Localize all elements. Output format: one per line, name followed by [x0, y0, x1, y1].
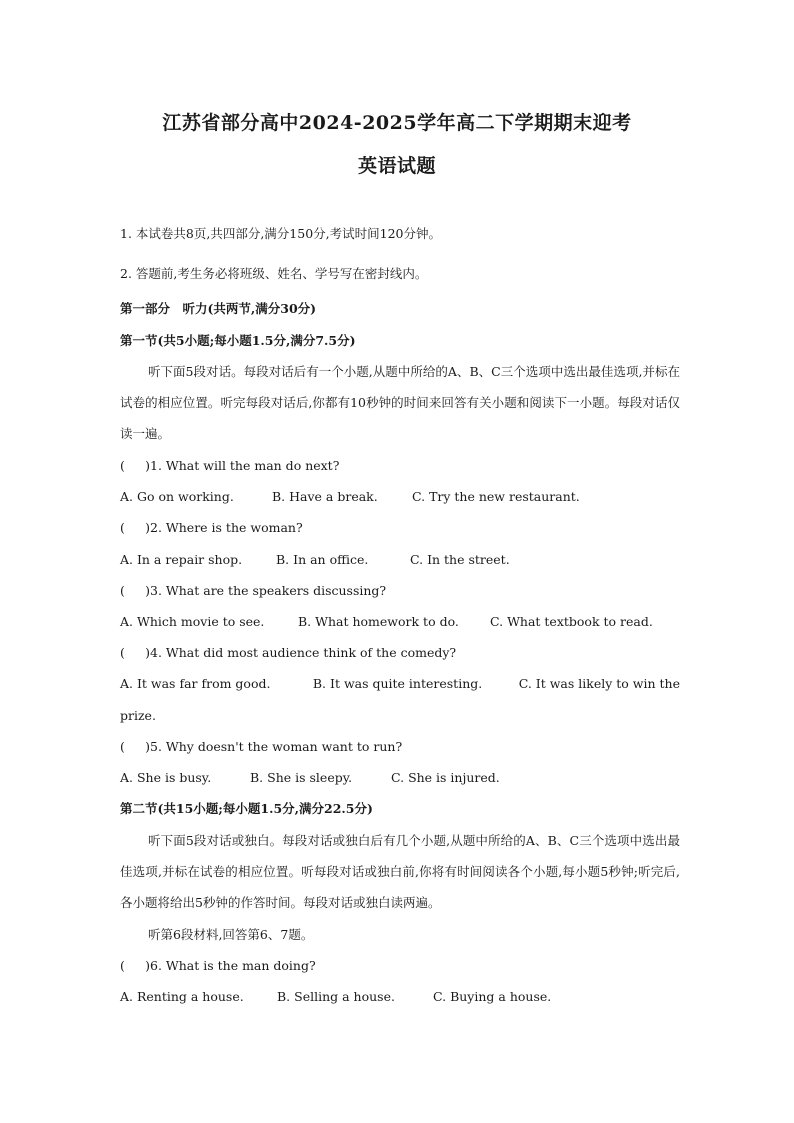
option-c[interactable]: C. What textbook to read.	[490, 614, 653, 629]
question-2: ( )2. Where is the woman?	[120, 520, 303, 536]
question-1-options	[120, 489, 680, 505]
option-a[interactable]: A. It was far from good.	[120, 676, 271, 691]
option-a[interactable]: A. In a repair shop.	[120, 552, 243, 567]
option-b[interactable]: B. She is sleepy.	[250, 770, 353, 785]
note-2: 2. 答题前,考生务必将班级、姓名、学号写在密封线内。	[120, 266, 428, 281]
option-c[interactable]: C. She is injured.	[391, 770, 500, 785]
option-b[interactable]: B. Selling a house.	[277, 989, 395, 1004]
section1-heading: 第一节(共5小题;每小题1.5分,满分7.5分)	[120, 333, 356, 348]
option-c[interactable]: C. It was likely to win the	[518, 676, 680, 691]
exam-title: 江苏省部分高中2024-2025学年高二下学期期末迎考	[162, 112, 632, 134]
note-1: 1. 本试卷共8页,共四部分,满分150分,考试时间120分钟。	[120, 226, 441, 241]
question-4: ( )4. What did most audience think of the comedy?	[120, 645, 456, 661]
part1-heading: 第一部分 听力(共两节,满分30分)	[120, 301, 317, 316]
option-a[interactable]: A. Renting a house.	[120, 989, 244, 1004]
answer-blank[interactable]	[120, 583, 150, 599]
section2-instructions: 听下面5段对话或独白。每段对话或独白后有几个小题,从题中所给的A、B、C三个选项中选出最佳选项,并标在试卷的相应位置。听每段对话或独白前,你将有时间阅读各个小题,每小题5秒钟;听完后,各小题将给出5秒钟的作答时间。每段对话或独白读两遍。	[120, 833, 680, 910]
answer-blank[interactable]	[120, 739, 150, 755]
question-3-options	[120, 614, 680, 630]
option-b[interactable]: B. Have a break.	[272, 489, 378, 504]
option-b[interactable]: B. What homework to do.	[298, 614, 459, 629]
question-4-options	[120, 676, 680, 692]
option-c-continuation: prize.	[120, 708, 156, 723]
option-b[interactable]: B. It was quite interesting.	[312, 676, 483, 691]
answer-blank[interactable]	[120, 645, 150, 661]
material-note: 听第6段材料,回答第6、7题。	[148, 927, 314, 942]
option-c[interactable]: C. Buying a house.	[433, 989, 552, 1004]
question-6-options	[120, 989, 680, 1005]
exam-subtitle: 英语试题	[357, 155, 436, 177]
question-6: ( )6. What is the man doing?	[120, 958, 316, 974]
question-5: ( )5. Why doesn't the woman want to run?	[120, 739, 402, 755]
answer-blank[interactable]	[120, 958, 150, 974]
option-b[interactable]: B. In an office.	[276, 552, 369, 567]
answer-blank[interactable]	[120, 458, 150, 474]
option-c[interactable]: C. In the street.	[410, 552, 510, 567]
question-3: ( )3. What are the speakers discussing?	[120, 583, 386, 599]
question-1: ( )1. What will the man do next?	[120, 458, 339, 474]
section2-heading: 第二节(共15小题;每小题1.5分,满分22.5分)	[120, 801, 373, 816]
question-5-options	[120, 770, 680, 786]
option-a[interactable]: A. Which movie to see.	[120, 614, 265, 629]
option-a[interactable]: A. She is busy.	[120, 770, 212, 785]
answer-blank[interactable]	[120, 520, 150, 536]
question-2-options	[120, 552, 680, 568]
option-a[interactable]: A. Go on working.	[120, 489, 234, 504]
option-c[interactable]: C. Try the new restaurant.	[412, 489, 580, 504]
section1-instructions: 听下面5段对话。每段对话后有一个小题,从题中所给的A、B、C三个选项中选出最佳选项,并标在试卷的相应位置。听完每段对话后,你都有10秒钟的时间来回答有关小题和阅读下一小题。每段对话仅读一遍。	[120, 364, 680, 441]
